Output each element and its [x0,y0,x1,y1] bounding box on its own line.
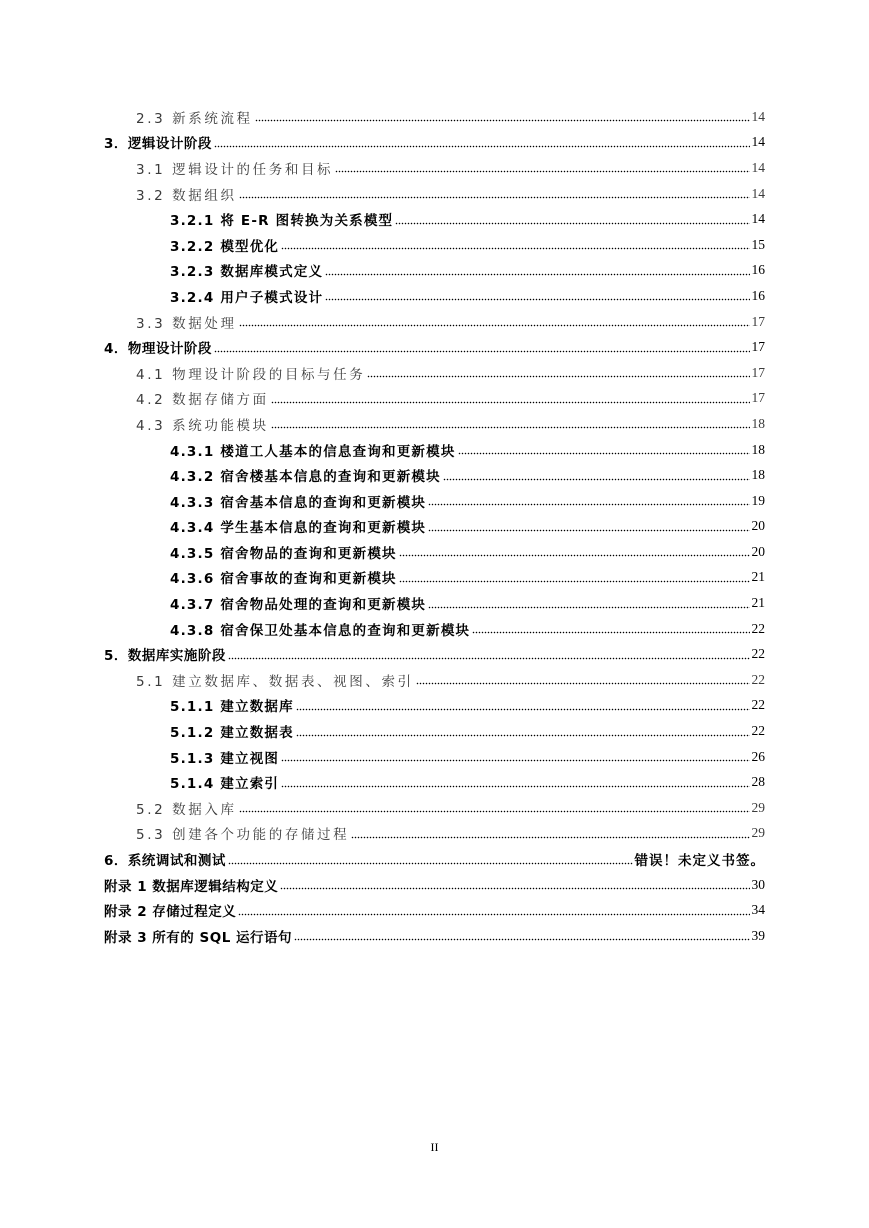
toc-dot-leader [416,672,750,685]
toc-entry-title: 2.3 新系统流程 [136,110,253,127]
toc-entry[interactable] [0,232,869,258]
toc-entry-page: 15 [751,236,765,252]
toc-entry-page: 18 [751,415,765,431]
toc-entry-title: 附录 2 存储过程定义 [104,904,237,921]
toc-entry-title: 5.1 建立数据库、数据表、视图、索引 [136,673,414,690]
toc-dot-leader [335,160,749,173]
toc-entry[interactable] [0,616,869,642]
toc-dot-leader [281,749,749,762]
toc-dot-leader [228,647,750,660]
toc-entry-title: 3.2.1 将 E-R 图转换为关系模型 [170,213,394,230]
toc-dot-leader [325,288,749,301]
toc-entry-title: 5.1.4 建立索引 [170,776,280,793]
toc-dot-leader [351,826,749,839]
toc-entry-page: 20 [751,518,765,534]
toc-dot-leader [325,263,749,276]
toc-entry-title: 附录 3 所有的 SQL 运行语句 [104,929,292,946]
toc-dot-leader [399,570,750,583]
toc-entry-page: 22 [751,646,765,662]
toc-entry[interactable] [0,155,869,181]
toc-entry-title: 3.2.2 模型优化 [170,238,280,255]
toc-entry-page: 21 [751,595,765,611]
toc-entry[interactable] [0,846,869,872]
toc-entry[interactable] [0,590,869,616]
toc-entry-title: 3.2.3 数据库模式定义 [170,264,324,281]
toc-dot-leader [239,314,750,327]
toc-entry-page: 14 [751,108,765,124]
toc-entry-page: 20 [751,543,765,559]
toc-entry-page: 14 [751,134,765,150]
toc-entry-page: 30 [751,876,765,892]
toc-entry[interactable] [0,130,869,156]
toc-entry[interactable] [0,104,869,130]
toc-entry[interactable] [0,360,869,386]
toc-entry-title: 5.2 数据入库 [136,801,237,818]
toc-entry-page: 22 [751,620,765,636]
toc-entry-page: 18 [751,441,765,457]
toc-entry-page: 39 [751,927,765,943]
toc-entry-page: 18 [751,467,765,483]
toc-dot-leader [294,928,750,941]
toc-entry-title: 5.3 创建各个功能的存储过程 [136,827,350,844]
toc-entry[interactable] [0,769,869,795]
toc-dot-leader [296,724,750,737]
toc-entry-title: 4.3.2 宿舍楼基本信息的查询和更新模块 [170,469,441,486]
toc-entry-title: 5．数据库实施阶段 [104,648,226,665]
toc-dot-leader [214,340,750,353]
toc-dot-leader [395,212,749,225]
toc-dot-leader [428,493,749,506]
toc-entry[interactable] [0,718,869,744]
toc-entry-title: 4.3.5 宿舍物品的查询和更新模块 [170,545,397,562]
toc-entry[interactable] [0,181,869,207]
toc-entry-page: 28 [751,774,765,790]
toc-dot-leader [472,621,749,634]
toc-dot-leader [228,852,633,865]
toc-entry[interactable] [0,206,869,232]
toc-entry-title: 5.1.3 建立视图 [170,750,280,767]
toc-entry-page: 29 [751,799,765,815]
toc-entry-title: 4.3.6 宿舍事故的查询和更新模块 [170,571,397,588]
toc-dot-leader [428,596,749,609]
toc-entry-title: 6．系统调试和测试 [104,853,226,870]
toc-entry[interactable] [0,693,869,719]
toc-entry-page: 34 [751,902,765,918]
toc-entry-title: 4.2 数据存储方面 [136,392,269,409]
toc-entry-page: 14 [751,185,765,201]
toc-entry-page: 22 [751,697,765,713]
toc-entry[interactable] [0,411,869,437]
toc-entry-title: 4.3.7 宿舍物品处理的查询和更新模块 [170,597,427,614]
toc-entry-page: 17 [751,313,765,329]
toc-entry-title: 4.3 系统功能模块 [136,417,269,434]
toc-entry[interactable] [0,897,869,923]
toc-entry-page: 29 [751,825,765,841]
toc-dot-leader [428,519,749,532]
toc-dot-leader [399,544,750,557]
toc-dot-leader [239,186,750,199]
toc-entry[interactable] [0,437,869,463]
toc-entry[interactable] [0,488,869,514]
toc-entry-page: 22 [751,723,765,739]
toc-entry-title: 4.3.4 学生基本信息的查询和更新模块 [170,520,427,537]
toc-dot-leader [443,468,750,481]
toc-entry-title: 4．物理设计阶段 [104,341,212,358]
toc-entry-title: 3.1 逻辑设计的任务和目标 [136,161,334,178]
toc-dot-leader [296,698,750,711]
toc-entry-title: 3.2.4 用户子模式设计 [170,289,324,306]
page-number: II [430,1140,439,1154]
toc-dot-leader [271,416,750,429]
toc-entry[interactable] [0,565,869,591]
toc-entry[interactable] [0,539,869,565]
toc-entry-title: 附录 1 数据库逻辑结构定义 [104,878,279,895]
toc-entry-page: 17 [751,390,765,406]
toc-entry[interactable] [0,514,869,540]
toc-entry[interactable] [0,309,869,335]
toc-entry-title: 5.1.1 建立数据库 [170,699,294,716]
toc-entry-page: 22 [751,671,765,687]
toc-entry[interactable] [0,872,869,898]
toc-dot-leader [214,135,750,148]
toc-entry-page: 16 [751,262,765,278]
toc-dot-leader [458,442,750,455]
toc-entry-title: 3．逻辑设计阶段 [104,136,212,153]
toc-dot-leader [271,391,750,404]
toc-entry-title: 3.3 数据处理 [136,315,237,332]
toc-dot-leader [238,903,749,916]
toc-entry[interactable] [0,923,869,949]
toc-dot-leader [255,109,750,122]
toc-entry[interactable] [0,386,869,412]
toc-entry[interactable] [0,821,869,847]
toc-entry-page: 错误！未定义书签。 [634,853,765,870]
toc-entry-title: 3.2 数据组织 [136,187,237,204]
toc-dot-leader [367,365,749,378]
toc-entry-page: 19 [751,492,765,508]
table-of-contents [0,104,869,949]
toc-entry[interactable] [0,641,869,667]
toc-entry[interactable] [0,283,869,309]
toc-entry-page: 14 [751,159,765,175]
toc-dot-leader [280,877,749,890]
toc-entry[interactable] [0,258,869,284]
toc-entry[interactable] [0,795,869,821]
toc-dot-leader [281,775,749,788]
toc-entry-title: 5.1.2 建立数据表 [170,725,294,742]
toc-entry[interactable] [0,462,869,488]
toc-entry[interactable] [0,667,869,693]
toc-entry-page: 16 [751,287,765,303]
toc-entry[interactable] [0,744,869,770]
toc-entry-title: 4.3.1 楼道工人基本的信息查询和更新模块 [170,443,456,460]
toc-entry-page: 21 [751,569,765,585]
toc-entry-page: 17 [751,364,765,380]
toc-dot-leader [239,800,750,813]
toc-entry-title: 4.1 物理设计阶段的目标与任务 [136,366,366,383]
toc-dot-leader [281,237,749,250]
toc-entry[interactable] [0,334,869,360]
toc-entry-title: 4.3.8 宿舍保卫处基本信息的查询和更新模块 [170,622,471,639]
toc-entry-page: 26 [751,748,765,764]
toc-entry-page: 14 [751,211,765,227]
toc-entry-title: 4.3.3 宿舍基本信息的查询和更新模块 [170,494,427,511]
toc-entry-page: 17 [751,339,765,355]
